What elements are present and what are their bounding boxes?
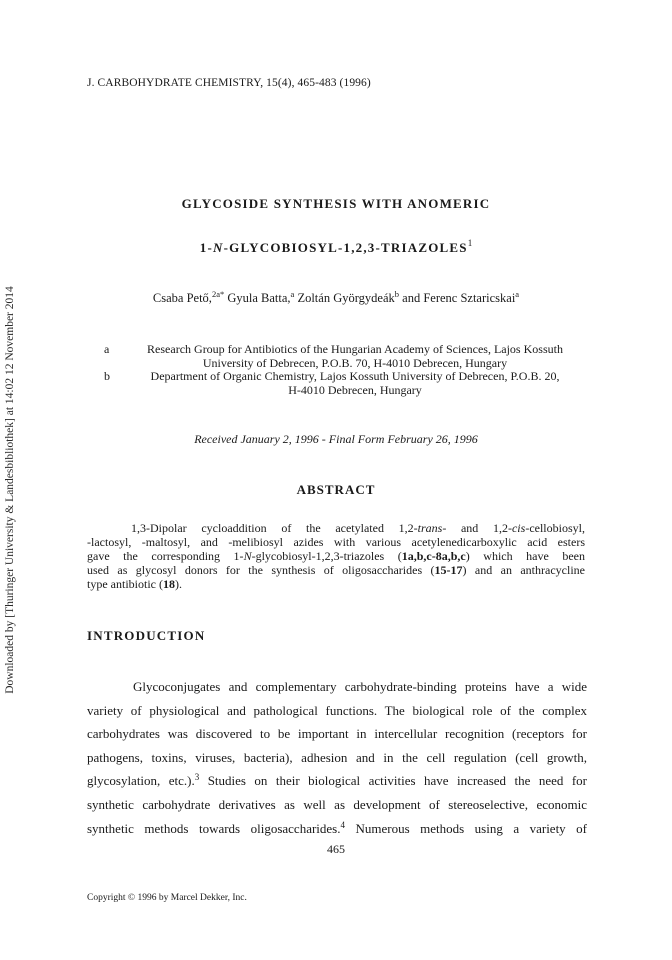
affiliation-b-line-1: Department of Organic Chemistry, Lajos Kossuth University of Debrecen, P.O.B. 20, xyxy=(150,369,560,383)
intro-line-1: Glycoconjugates and complementary carbohydrate-binding proteins have a wide xyxy=(133,679,587,694)
copyright-notice: Copyright © 1996 by Marcel Dekker, Inc. xyxy=(87,893,247,903)
title-footnote-ref: 1 xyxy=(467,238,473,248)
title-line-2: 1-N-GLYCOBIOSYL-1,2,3-TRIAZOLES$^1$ xyxy=(199,238,473,255)
download-notice: Downloaded by [Thuringer University & Landesbibliothek] at 14:02 12 November 2014 xyxy=(4,286,16,694)
affiliation-b-line-2: H-4010 Debrecen, Hungary xyxy=(288,382,422,397)
abstract-line-3: gave the corresponding 1-N-glycobiosyl-1,2,3-triazoles (1a,b,c-8a,b,c) which have been xyxy=(87,549,585,563)
abstract-text xyxy=(87,521,585,591)
affiliation-a-letter: a xyxy=(104,342,110,356)
affiliation-b xyxy=(104,370,590,397)
affiliation-b-letter: b xyxy=(104,369,110,383)
introduction-text xyxy=(87,675,587,840)
ref-3: 3 xyxy=(194,772,200,783)
intro-line-5: glycosylation, etc.).$^3$ Studies on their biological activities have increased the need for xyxy=(87,772,587,789)
abstract-line-5: type antibiotic (18). xyxy=(87,577,182,591)
affiliation-a-line-1: Research Group for Antibiotics of the Hungarian Academy of Sciences, Lajos Kossuth xyxy=(147,342,563,356)
intro-line-7: synthetic methods towards oligosaccharides.$^4$ Numerous methods using a variety of xyxy=(87,819,588,836)
affiliation-a xyxy=(104,343,590,370)
author-list: Csaba Pető,$^{2a*}$ Gyula Batta,$^a$ Zoltán Györgydeák$^b$ and Ferenc Sztaricskai$^a$ xyxy=(152,289,520,305)
page-number: 465 xyxy=(327,842,345,856)
introduction-heading: INTRODUCTION xyxy=(87,628,206,643)
journal-header: J. CARBOHYDRATE CHEMISTRY, 15(4), 465-483 (1996) xyxy=(87,77,371,89)
abstract-line-1: 1,3-Dipolar cycloaddition of the acetylated 1,2-trans- and 1,2-cis-cellobiosyl, xyxy=(131,521,585,535)
intro-line-6: synthetic carbohydrate derivatives as well as development of stereoselective, economic xyxy=(87,796,587,812)
intro-line-2: variety of physiological and pathological functions. The biological role of the complex xyxy=(87,702,587,718)
intro-line-4: pathogens, toxins, viruses, bacteria), adhesion and in the cell regulation (cell growth, xyxy=(87,749,587,765)
affiliation-a-line-2: University of Debrecen, P.O.B. 70, H-4010 Debrecen, Hungary xyxy=(202,355,508,370)
title-line-1: GLYCOSIDE SYNTHESIS WITH ANOMERIC xyxy=(181,196,491,211)
abstract-heading: ABSTRACT xyxy=(296,482,376,497)
abstract-line-2: -lactosyl, -maltosyl, and -melibiosyl azides with various acetylenedicarboxylic acid esters xyxy=(87,535,585,549)
intro-line-3: carbohydrates was discovered to be important in intercellular recognition (receptors for xyxy=(87,726,587,742)
abstract-line-4: used as glycosyl donors for the synthesis of oligosaccharides (15-17) and an anthracycline xyxy=(87,563,585,577)
ref-4: 4 xyxy=(340,819,345,830)
download-sidebar xyxy=(2,0,18,960)
received-dates: Received January 2, 1996 - Final Form February 26, 1996 xyxy=(194,432,478,446)
